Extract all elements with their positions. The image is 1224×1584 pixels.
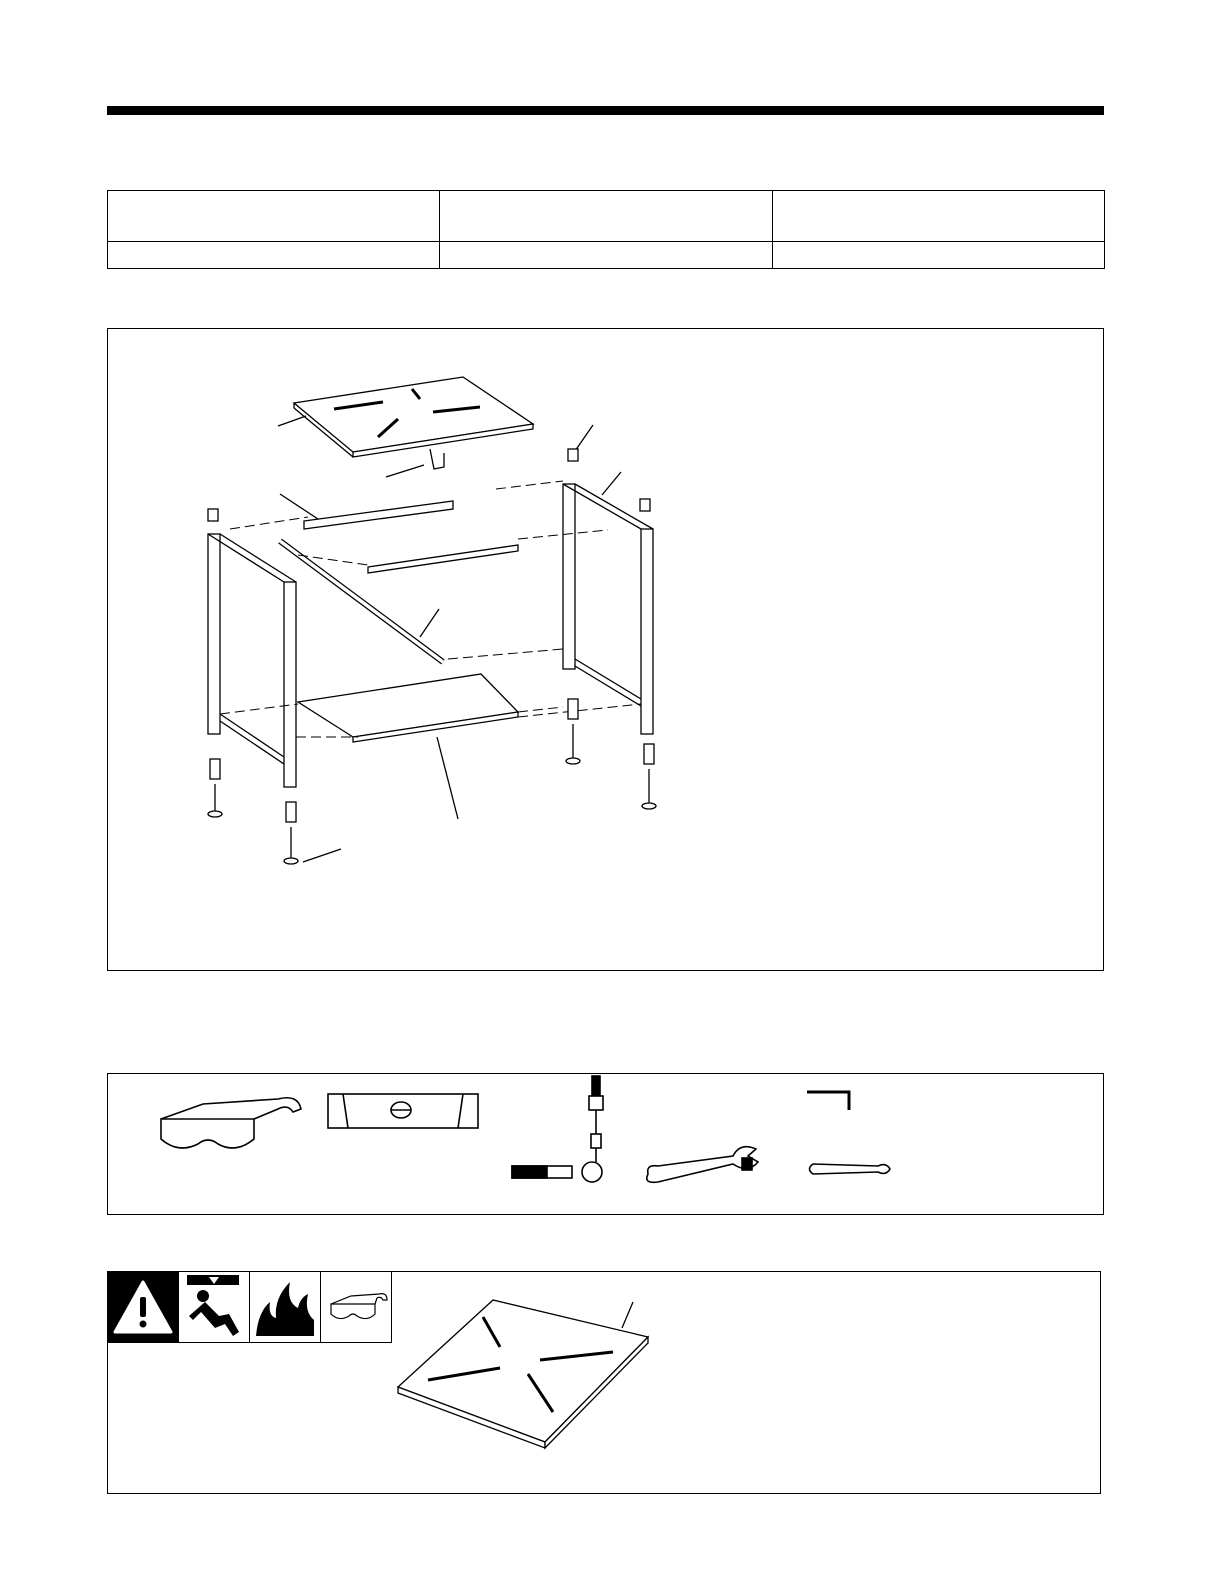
adjustable-wrench-icon <box>647 1147 758 1183</box>
spec-table-header-row <box>108 191 1105 242</box>
assembly-figure <box>107 328 1104 971</box>
spec-table <box>107 190 1105 269</box>
safety-glasses-icon <box>161 1098 301 1148</box>
top-plate <box>294 377 533 457</box>
level-icon <box>328 1094 478 1128</box>
spec-header-cell <box>772 191 1104 242</box>
ratchet-icon <box>512 1148 602 1182</box>
spec-header-cell <box>440 191 772 242</box>
spec-cell <box>108 242 440 269</box>
callout-leader <box>622 1302 633 1328</box>
assembly-step-panel <box>107 1271 1101 1494</box>
ratchet-extension-icon <box>589 1076 603 1148</box>
tools-needed-panel <box>107 1073 1104 1215</box>
spec-cell <box>772 242 1104 269</box>
bottom-shelf <box>298 674 518 742</box>
open-end-wrench-icon <box>810 1164 891 1174</box>
rails <box>280 501 518 662</box>
header-rule <box>107 106 1104 115</box>
left-leg-frame <box>208 534 296 787</box>
allen-key-icon <box>807 1092 849 1110</box>
top-plate-drawing <box>108 1272 1102 1495</box>
spec-cell <box>440 242 772 269</box>
bracket <box>430 449 444 469</box>
spec-header-cell <box>108 191 440 242</box>
right-leg-frame <box>563 484 653 734</box>
tools-drawing <box>108 1074 1105 1216</box>
exploded-table-drawing <box>108 329 1105 972</box>
spec-table-row <box>108 242 1105 269</box>
